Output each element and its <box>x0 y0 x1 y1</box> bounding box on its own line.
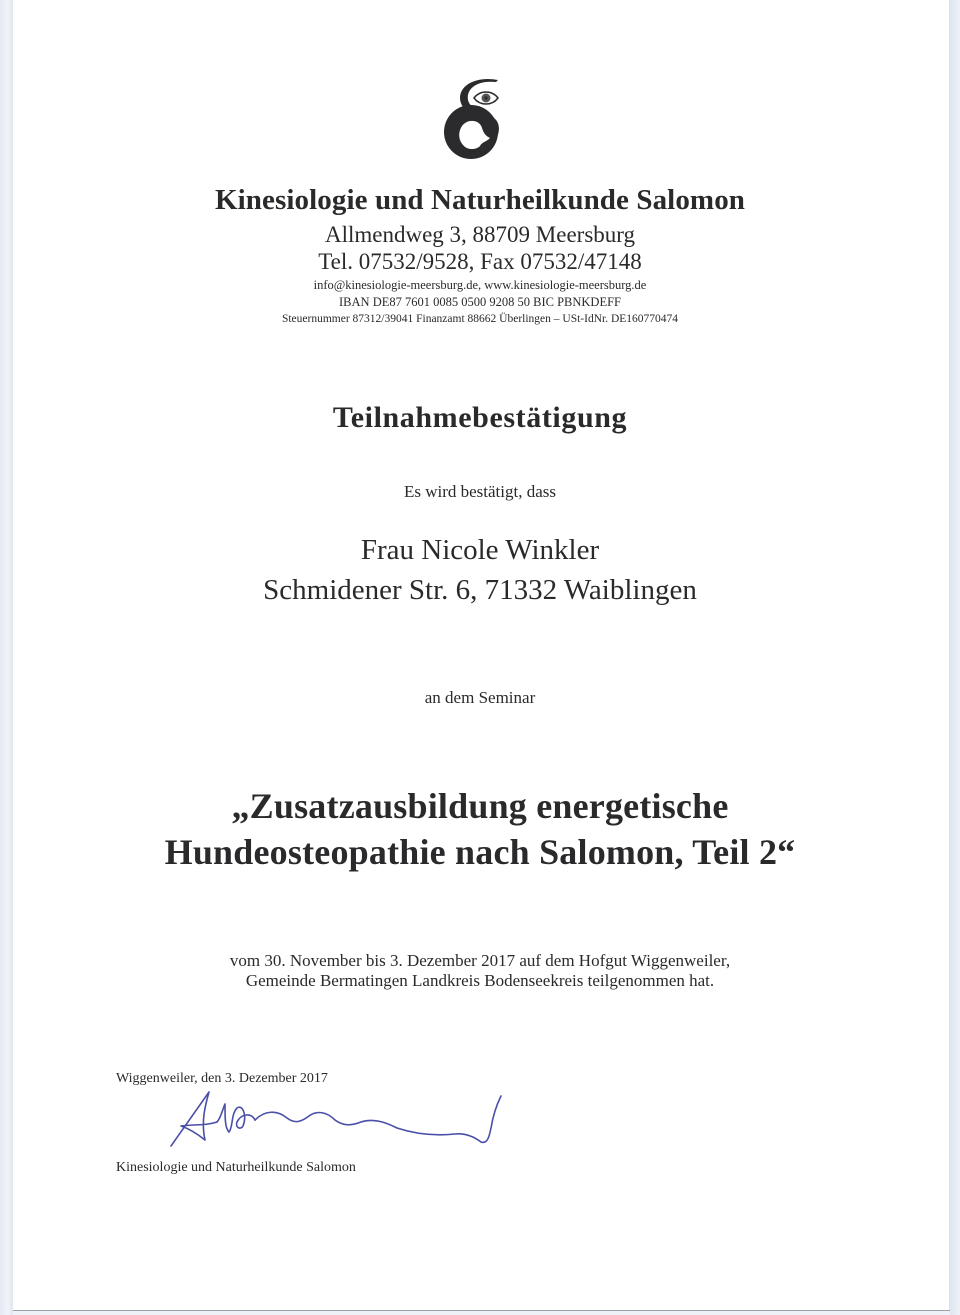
seminar-details-line-1: vom 30. November bis 3. Dezember 2017 auf dem Hofgut Wiggenweiler, <box>229 951 731 970</box>
participant-name: Frau Nicole Winkler <box>360 534 600 566</box>
handwritten-signature-icon <box>165 1088 510 1150</box>
intro-text: Es wird bestätigt, dass <box>403 482 557 501</box>
seminar-details-line-2: Gemeinde Bermatingen Landkreis Bodenseekreis teilgenommen hat. <box>245 971 715 990</box>
participant-address: Schmidener Str. 6, 71332 Waiblingen <box>263 574 697 606</box>
letterhead-tax: Steuernummer 87312/39041 Finanzamt 88662 Überlingen – USt-IdNr. DE160770474 <box>281 313 679 325</box>
seminar-title-line-1: „Zusatzausbildung energetische <box>231 786 729 826</box>
letterhead-address: Allmendweg 3, 88709 Meersburg <box>324 222 636 247</box>
signatory-org: Kinesiologie und Naturheilkunde Salomon <box>116 1160 356 1175</box>
seminar-title-line-2: Hundeosteopathie nach Salomon, Teil 2“ <box>164 832 796 872</box>
letterhead-contact: info@kinesiologie-meersburg.de, www.kinesiologie-meersburg.de <box>313 278 647 292</box>
letterhead-phone-fax: Tel. 07532/9528, Fax 07532/47148 <box>318 249 642 274</box>
place-and-date: Wiggenweiler, den 3. Dezember 2017 <box>116 1071 328 1086</box>
letterhead-bank: IBAN DE87 7601 0085 0500 9208 50 BIC PBNKDEFF <box>339 295 621 309</box>
letterhead-org-name: Kinesiologie und Naturheilkunde Salomon <box>214 184 746 216</box>
document-title: Teilnahmebestätigung <box>332 401 628 434</box>
salomon-logo-icon <box>438 76 518 162</box>
seminar-intro-text: an dem Seminar <box>424 688 536 707</box>
